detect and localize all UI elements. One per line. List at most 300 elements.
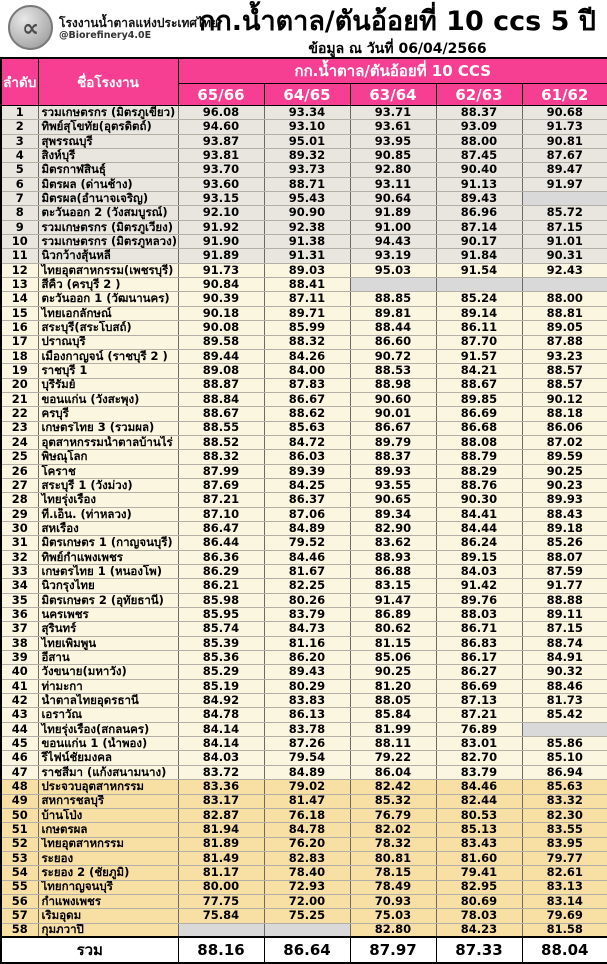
value-cell: 78.49 bbox=[350, 880, 436, 894]
value-cell: 84.73 bbox=[264, 622, 350, 636]
rank-cell: 48 bbox=[1, 780, 38, 794]
page-title: กก.น้ำตาล/ตันอ้อยที่ 10 ccs 5 ปี bbox=[199, 6, 596, 37]
value-cell: 88.37 bbox=[436, 106, 522, 120]
factory-name-cell: ขอนแก่น (วังสะพุง) bbox=[38, 392, 178, 406]
value-cell: 85.29 bbox=[178, 665, 264, 679]
value-cell: 86.29 bbox=[178, 565, 264, 579]
value-cell: 83.01 bbox=[436, 737, 522, 751]
rank-cell: 30 bbox=[1, 521, 38, 535]
value-cell: 89.81 bbox=[350, 306, 436, 320]
value-cell: 91.00 bbox=[350, 220, 436, 234]
value-cell: 86.37 bbox=[264, 493, 350, 507]
table-row bbox=[1, 823, 607, 837]
rank-cell: 51 bbox=[1, 823, 38, 837]
rank-cell: 21 bbox=[1, 392, 38, 406]
year-header-63-64: 63/64 bbox=[350, 84, 436, 106]
value-cell: 83.55 bbox=[522, 823, 607, 837]
rank-cell: 10 bbox=[1, 235, 38, 249]
table-row bbox=[1, 450, 607, 464]
value-cell: 86.60 bbox=[350, 335, 436, 349]
value-cell: 84.89 bbox=[264, 765, 350, 779]
factory-name-cell: ตะวันออก 1 (วัฒนานคร) bbox=[38, 292, 178, 306]
value-cell: 91.84 bbox=[436, 249, 522, 263]
rank-cell: 47 bbox=[1, 765, 38, 779]
rank-cell: 1 bbox=[1, 106, 38, 120]
value-cell: 93.55 bbox=[350, 478, 436, 492]
value-cell: 91.13 bbox=[436, 177, 522, 191]
factory-name-cell: ตะวันออก 2 (วังสมบูรณ์) bbox=[38, 206, 178, 220]
value-cell: 83.43 bbox=[436, 837, 522, 851]
factory-name-cell: นครเพชร bbox=[38, 608, 178, 622]
factory-name-cell: สระบุรี 1 (วังม่วง) bbox=[38, 478, 178, 492]
value-cell: 87.06 bbox=[264, 507, 350, 521]
value-cell: 90.12 bbox=[522, 392, 607, 406]
value-cell: 85.84 bbox=[350, 708, 436, 722]
rank-cell: 53 bbox=[1, 851, 38, 865]
factory-name-cell: ขอนแก่น 1 (น้ำพอง) bbox=[38, 737, 178, 751]
value-cell: 87.21 bbox=[178, 493, 264, 507]
value-cell: 86.20 bbox=[264, 651, 350, 665]
value-cell: 82.42 bbox=[350, 780, 436, 794]
value-cell: 83.95 bbox=[522, 837, 607, 851]
factory-name-cell: ระยอง bbox=[38, 851, 178, 865]
table-header bbox=[1, 58, 607, 106]
value-cell: 90.65 bbox=[350, 493, 436, 507]
rank-cell: 9 bbox=[1, 220, 38, 234]
rank-cell: 29 bbox=[1, 507, 38, 521]
factory-name-cell: มิตรเกษตร 2 (อุทัยธานี) bbox=[38, 593, 178, 607]
brand bbox=[8, 5, 218, 50]
table-row bbox=[1, 765, 607, 779]
value-cell: 83.72 bbox=[178, 765, 264, 779]
value-cell: 76.18 bbox=[264, 808, 350, 822]
value-cell: 90.23 bbox=[522, 478, 607, 492]
factory-name-cell: พิษณุโลก bbox=[38, 450, 178, 464]
rank-cell: 42 bbox=[1, 694, 38, 708]
factory-name-cell: รวมเกษตรกร (มิตรภูเขียว) bbox=[38, 106, 178, 120]
group-header: กก.น้ำตาล/ตันอ้อยที่ 10 CCS bbox=[178, 58, 607, 84]
value-cell: 85.98 bbox=[178, 593, 264, 607]
value-cell: 88.76 bbox=[436, 478, 522, 492]
table-row bbox=[1, 521, 607, 535]
value-cell: 82.44 bbox=[436, 794, 522, 808]
rank-cell: 44 bbox=[1, 722, 38, 736]
sugar-yield-table bbox=[0, 57, 607, 964]
value-cell: 91.54 bbox=[436, 263, 522, 277]
value-cell: 78.03 bbox=[436, 909, 522, 923]
value-cell: 75.03 bbox=[350, 909, 436, 923]
factory-name-cell: ไทยรุ่งเรือง(สกลนคร) bbox=[38, 722, 178, 736]
value-cell: 82.95 bbox=[436, 880, 522, 894]
value-cell: 92.80 bbox=[350, 163, 436, 177]
factory-name-cell: นิวกรุงไทย bbox=[38, 579, 178, 593]
value-cell: 84.25 bbox=[264, 478, 350, 492]
rank-cell: 46 bbox=[1, 751, 38, 765]
value-cell: 88.74 bbox=[522, 636, 607, 650]
brand-logo-icon: ∝ bbox=[8, 5, 53, 50]
value-cell: 70.93 bbox=[350, 894, 436, 908]
rank-cell: 28 bbox=[1, 493, 38, 507]
rank-cell: 34 bbox=[1, 579, 38, 593]
value-cell: 85.72 bbox=[522, 206, 607, 220]
table-row bbox=[1, 536, 607, 550]
factory-name-cell: เกษตรผล bbox=[38, 823, 178, 837]
value-cell: 86.69 bbox=[436, 407, 522, 421]
value-cell: 86.47 bbox=[178, 521, 264, 535]
value-cell: 86.69 bbox=[436, 679, 522, 693]
factory-name-cell: สิงห์บุรี bbox=[38, 149, 178, 163]
value-cell: 89.05 bbox=[522, 321, 607, 335]
factory-name-cell: ประจวบอุตสาหกรรม bbox=[38, 780, 178, 794]
empty-value-cell bbox=[264, 923, 350, 937]
value-cell: 89.03 bbox=[264, 263, 350, 277]
value-cell: 90.32 bbox=[522, 665, 607, 679]
value-cell: 80.26 bbox=[264, 593, 350, 607]
value-cell: 88.32 bbox=[178, 450, 264, 464]
rank-cell: 5 bbox=[1, 163, 38, 177]
value-cell: 95.03 bbox=[350, 263, 436, 277]
table-row bbox=[1, 249, 607, 263]
value-cell: 89.32 bbox=[264, 149, 350, 163]
rank-cell: 26 bbox=[1, 464, 38, 478]
value-cell: 79.02 bbox=[264, 780, 350, 794]
value-cell: 93.87 bbox=[178, 134, 264, 148]
table-row bbox=[1, 694, 607, 708]
value-cell: 90.30 bbox=[436, 493, 522, 507]
value-cell: 86.89 bbox=[350, 608, 436, 622]
empty-value-cell bbox=[350, 278, 436, 292]
value-cell: 81.20 bbox=[350, 679, 436, 693]
value-cell: 88.88 bbox=[522, 593, 607, 607]
factory-name-cell: สหการชลบุรี bbox=[38, 794, 178, 808]
value-cell: 88.03 bbox=[436, 608, 522, 622]
value-cell: 88.11 bbox=[350, 737, 436, 751]
table-row bbox=[1, 364, 607, 378]
rank-cell: 16 bbox=[1, 321, 38, 335]
rank-cell: 32 bbox=[1, 550, 38, 564]
value-cell: 91.47 bbox=[350, 593, 436, 607]
value-cell: 86.67 bbox=[350, 421, 436, 435]
value-cell: 91.31 bbox=[264, 249, 350, 263]
value-cell: 93.70 bbox=[178, 163, 264, 177]
value-cell: 83.15 bbox=[350, 579, 436, 593]
table-row bbox=[1, 722, 607, 736]
factory-name-cell: กำแพงเพชร bbox=[38, 894, 178, 908]
value-cell: 91.73 bbox=[178, 263, 264, 277]
table-row bbox=[1, 808, 607, 822]
factory-name-cell: รวมเกษตรกร (มิตรภูเวียง) bbox=[38, 220, 178, 234]
value-cell: 89.11 bbox=[522, 608, 607, 622]
table-row bbox=[1, 593, 607, 607]
value-cell: 85.19 bbox=[178, 679, 264, 693]
value-cell: 88.98 bbox=[350, 378, 436, 392]
value-cell: 80.00 bbox=[178, 880, 264, 894]
factory-name-cell: รวมเกษตรกร (มิตรภูหลวง) bbox=[38, 235, 178, 249]
table-row bbox=[1, 263, 607, 277]
value-cell: 81.17 bbox=[178, 866, 264, 880]
value-cell: 79.22 bbox=[350, 751, 436, 765]
rank-cell: 43 bbox=[1, 708, 38, 722]
total-value-64-65: 86.64 bbox=[264, 937, 350, 963]
table-row bbox=[1, 507, 607, 521]
value-cell: 90.64 bbox=[350, 192, 436, 206]
value-cell: 90.60 bbox=[350, 392, 436, 406]
value-cell: 84.46 bbox=[264, 550, 350, 564]
rank-cell: 2 bbox=[1, 120, 38, 134]
value-cell: 89.58 bbox=[178, 335, 264, 349]
table-row bbox=[1, 378, 607, 392]
value-cell: 84.91 bbox=[522, 651, 607, 665]
value-cell: 90.40 bbox=[436, 163, 522, 177]
value-cell: 79.52 bbox=[264, 536, 350, 550]
value-cell: 85.10 bbox=[522, 751, 607, 765]
value-cell: 87.11 bbox=[264, 292, 350, 306]
value-cell: 82.25 bbox=[264, 579, 350, 593]
value-cell: 91.38 bbox=[264, 235, 350, 249]
value-cell: 93.95 bbox=[350, 134, 436, 148]
value-cell: 87.70 bbox=[436, 335, 522, 349]
value-cell: 91.89 bbox=[350, 206, 436, 220]
rank-cell: 38 bbox=[1, 636, 38, 650]
value-cell: 85.99 bbox=[264, 321, 350, 335]
value-cell: 91.89 bbox=[178, 249, 264, 263]
table-row bbox=[1, 751, 607, 765]
value-cell: 76.79 bbox=[350, 808, 436, 822]
value-cell: 88.52 bbox=[178, 435, 264, 449]
factory-name-cell: กุมภวาปี bbox=[38, 923, 178, 937]
rank-cell: 31 bbox=[1, 536, 38, 550]
value-cell: 94.60 bbox=[178, 120, 264, 134]
value-cell: 78.15 bbox=[350, 866, 436, 880]
value-cell: 93.81 bbox=[178, 149, 264, 163]
rank-cell: 27 bbox=[1, 478, 38, 492]
rank-cell: 12 bbox=[1, 263, 38, 277]
table-row bbox=[1, 478, 607, 492]
factory-name-cell: ราชสีมา (แก้งสนามนาง) bbox=[38, 765, 178, 779]
value-cell: 88.08 bbox=[436, 435, 522, 449]
table-row bbox=[1, 149, 607, 163]
value-cell: 87.13 bbox=[436, 694, 522, 708]
value-cell: 93.23 bbox=[522, 349, 607, 363]
value-cell: 84.78 bbox=[178, 708, 264, 722]
value-cell: 90.25 bbox=[522, 464, 607, 478]
table-row bbox=[1, 651, 607, 665]
value-cell: 87.10 bbox=[178, 507, 264, 521]
value-cell: 85.26 bbox=[522, 536, 607, 550]
value-cell: 90.31 bbox=[522, 249, 607, 263]
value-cell: 91.73 bbox=[522, 120, 607, 134]
value-cell: 77.75 bbox=[178, 894, 264, 908]
value-cell: 88.05 bbox=[350, 694, 436, 708]
value-cell: 90.85 bbox=[350, 149, 436, 163]
value-cell: 87.69 bbox=[178, 478, 264, 492]
value-cell: 88.62 bbox=[264, 407, 350, 421]
value-cell: 89.85 bbox=[436, 392, 522, 406]
table-row bbox=[1, 306, 607, 320]
year-header-64-65: 64/65 bbox=[264, 84, 350, 106]
factory-name-cell: สหเรือง bbox=[38, 521, 178, 535]
value-cell: 89.93 bbox=[350, 464, 436, 478]
factory-name-cell: ทิพย์สุโขทัย(อุตรดิตถ์) bbox=[38, 120, 178, 134]
value-cell: 80.53 bbox=[436, 808, 522, 822]
value-cell: 90.84 bbox=[178, 278, 264, 292]
value-cell: 81.60 bbox=[436, 851, 522, 865]
value-cell: 84.14 bbox=[178, 722, 264, 736]
value-cell: 95.43 bbox=[264, 192, 350, 206]
factory-name-cell: ไทยรุ่งเรือง bbox=[38, 493, 178, 507]
value-cell: 84.26 bbox=[264, 349, 350, 363]
year-header-65-66: 65/66 bbox=[178, 84, 264, 106]
value-cell: 89.43 bbox=[436, 192, 522, 206]
value-cell: 83.79 bbox=[264, 608, 350, 622]
value-cell: 86.24 bbox=[436, 536, 522, 550]
value-cell: 79.54 bbox=[264, 751, 350, 765]
value-cell: 87.02 bbox=[522, 435, 607, 449]
value-cell: 79.77 bbox=[522, 851, 607, 865]
factory-name-cell: ครบุรี bbox=[38, 407, 178, 421]
table-row bbox=[1, 421, 607, 435]
brand-name: โรงงานน้ำตาลแห่งประเทศไทย bbox=[59, 16, 218, 31]
value-cell: 93.09 bbox=[436, 120, 522, 134]
factory-name-cell: ระยอง 2 (ชัยภูมิ) bbox=[38, 866, 178, 880]
value-cell: 93.73 bbox=[264, 163, 350, 177]
value-cell: 85.36 bbox=[178, 651, 264, 665]
empty-value-cell bbox=[436, 278, 522, 292]
factory-name-cell: น้ำตาลไทยอุดรธานี bbox=[38, 694, 178, 708]
value-cell: 86.04 bbox=[350, 765, 436, 779]
value-cell: 85.32 bbox=[350, 794, 436, 808]
value-cell: 81.99 bbox=[350, 722, 436, 736]
value-cell: 84.03 bbox=[436, 565, 522, 579]
value-cell: 88.57 bbox=[522, 364, 607, 378]
value-cell: 82.87 bbox=[178, 808, 264, 822]
value-cell: 88.67 bbox=[436, 378, 522, 392]
value-cell: 86.06 bbox=[522, 421, 607, 435]
rank-cell: 37 bbox=[1, 622, 38, 636]
value-cell: 91.57 bbox=[436, 349, 522, 363]
value-cell: 88.84 bbox=[178, 392, 264, 406]
value-cell: 88.18 bbox=[522, 407, 607, 421]
factory-name-cell: เกษตรไทย 3 (รวมผล) bbox=[38, 421, 178, 435]
factory-name-cell: อีสาน bbox=[38, 651, 178, 665]
rank-cell: 40 bbox=[1, 665, 38, 679]
value-cell: 72.93 bbox=[264, 880, 350, 894]
value-cell: 83.13 bbox=[522, 880, 607, 894]
value-cell: 81.49 bbox=[178, 851, 264, 865]
value-cell: 86.17 bbox=[436, 651, 522, 665]
value-cell: 90.25 bbox=[350, 665, 436, 679]
value-cell: 86.83 bbox=[436, 636, 522, 650]
value-cell: 78.32 bbox=[350, 837, 436, 851]
table-row bbox=[1, 177, 607, 191]
table-row bbox=[1, 894, 607, 908]
factory-column-header: ชื่อโรงงาน bbox=[38, 58, 178, 106]
value-cell: 87.15 bbox=[522, 220, 607, 234]
rank-cell: 52 bbox=[1, 837, 38, 851]
factory-name-cell: ไทยอุตสาหกรรม(เพชรบุรี) bbox=[38, 263, 178, 277]
factory-name-cell: วังขนาย(มหาวัง) bbox=[38, 665, 178, 679]
value-cell: 91.01 bbox=[522, 235, 607, 249]
value-cell: 87.14 bbox=[436, 220, 522, 234]
factory-name-cell: ไทยอุตสาหกรรม bbox=[38, 837, 178, 851]
total-value-63-64: 87.97 bbox=[350, 937, 436, 963]
value-cell: 87.21 bbox=[436, 708, 522, 722]
value-cell: 89.59 bbox=[522, 450, 607, 464]
value-cell: 87.83 bbox=[264, 378, 350, 392]
value-cell: 83.62 bbox=[350, 536, 436, 550]
factory-name-cell: มิตรผล(อำนาจเจริญ) bbox=[38, 192, 178, 206]
value-cell: 93.71 bbox=[350, 106, 436, 120]
value-cell: 86.71 bbox=[436, 622, 522, 636]
factory-name-cell: ที.เอ็น. (ท่าหลวง) bbox=[38, 507, 178, 521]
table-row bbox=[1, 880, 607, 894]
value-cell: 89.15 bbox=[436, 550, 522, 564]
rank-cell: 23 bbox=[1, 421, 38, 435]
page-header bbox=[0, 0, 607, 57]
value-cell: 93.34 bbox=[264, 106, 350, 120]
factory-name-cell: เอราวัณ bbox=[38, 708, 178, 722]
empty-value-cell bbox=[522, 278, 607, 292]
value-cell: 88.00 bbox=[436, 134, 522, 148]
value-cell: 84.14 bbox=[178, 737, 264, 751]
rank-cell: 22 bbox=[1, 407, 38, 421]
value-cell: 80.81 bbox=[350, 851, 436, 865]
factory-name-cell: บุรีรัมย์ bbox=[38, 378, 178, 392]
table-row bbox=[1, 550, 607, 564]
value-cell: 90.18 bbox=[178, 306, 264, 320]
value-cell: 94.43 bbox=[350, 235, 436, 249]
factory-name-cell: อุตสาหกรรมน้ำตาลบ้านไร่ bbox=[38, 435, 178, 449]
value-cell: 82.70 bbox=[436, 751, 522, 765]
rank-cell: 15 bbox=[1, 306, 38, 320]
rank-cell: 49 bbox=[1, 794, 38, 808]
value-cell: 81.89 bbox=[178, 837, 264, 851]
value-cell: 81.73 bbox=[522, 694, 607, 708]
value-cell: 91.90 bbox=[178, 235, 264, 249]
table-row bbox=[1, 106, 607, 120]
value-cell: 86.21 bbox=[178, 579, 264, 593]
value-cell: 75.84 bbox=[178, 909, 264, 923]
value-cell: 76.89 bbox=[436, 722, 522, 736]
value-cell: 83.32 bbox=[522, 794, 607, 808]
table-row bbox=[1, 708, 607, 722]
total-value-62-63: 87.33 bbox=[436, 937, 522, 963]
factory-name-cell: ทิพย์กำแพงเพชร bbox=[38, 550, 178, 564]
value-cell: 79.41 bbox=[436, 866, 522, 880]
total-value-61-62: 88.04 bbox=[522, 937, 607, 963]
rank-cell: 56 bbox=[1, 894, 38, 908]
table-row bbox=[1, 608, 607, 622]
value-cell: 80.29 bbox=[264, 679, 350, 693]
empty-value-cell bbox=[522, 722, 607, 736]
value-cell: 84.00 bbox=[264, 364, 350, 378]
value-cell: 89.79 bbox=[350, 435, 436, 449]
empty-value-cell bbox=[522, 192, 607, 206]
value-cell: 81.58 bbox=[522, 923, 607, 937]
page-subtitle: ข้อมูล ณ วันที่ 06/04/2566 bbox=[308, 40, 487, 57]
value-cell: 86.13 bbox=[264, 708, 350, 722]
value-cell: 88.43 bbox=[522, 507, 607, 521]
table-row bbox=[1, 163, 607, 177]
value-cell: 85.24 bbox=[436, 292, 522, 306]
value-cell: 89.34 bbox=[350, 507, 436, 521]
factory-name-cell: เมืองกาญจน์ (ราชบุรี 2 ) bbox=[38, 349, 178, 363]
factory-name-cell: นิวกว้างสุ้นหลี bbox=[38, 249, 178, 263]
value-cell: 89.44 bbox=[178, 349, 264, 363]
value-cell: 89.08 bbox=[178, 364, 264, 378]
table-row bbox=[1, 134, 607, 148]
rank-cell: 54 bbox=[1, 866, 38, 880]
